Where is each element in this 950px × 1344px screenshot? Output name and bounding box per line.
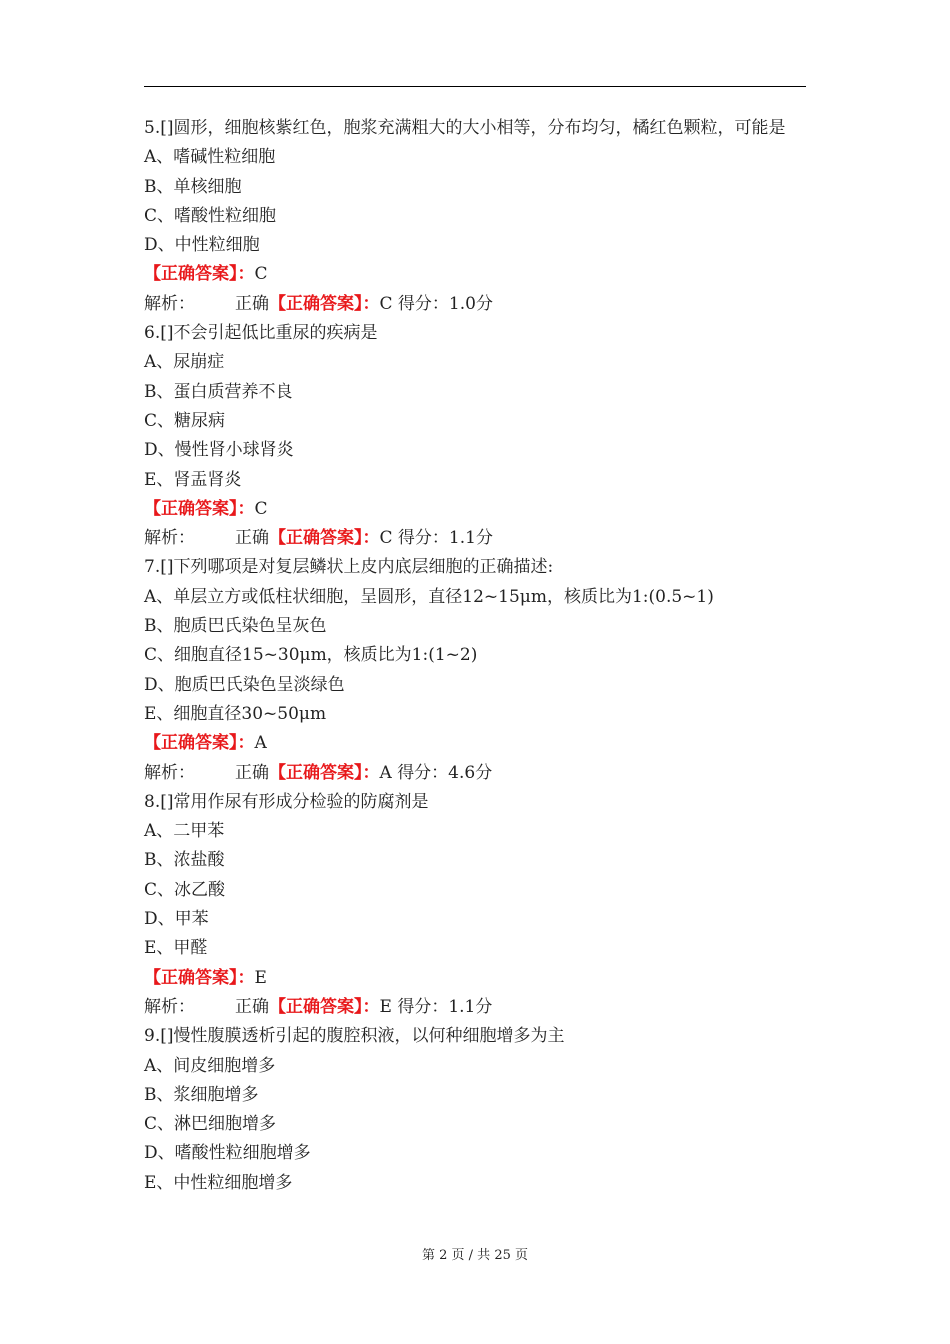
- option-b: B、浓盐酸: [144, 850, 225, 871]
- option-a: A、单层立方或低柱状细胞，呈圆形，直径12~15μm，核质比为1:(0.5~1): [144, 586, 714, 607]
- option-e: E、甲醛: [144, 938, 208, 959]
- analysis-status: 正确: [235, 293, 269, 314]
- analysis-line: [144, 993, 808, 1022]
- question-block: [144, 788, 808, 1022]
- analysis-answer-label: 【正确答案】：: [269, 762, 380, 783]
- analysis-score: 得分：1.1分: [397, 996, 493, 1017]
- analysis-prefix: 解析：: [144, 293, 195, 314]
- analysis-prefix: 解析：: [144, 762, 195, 783]
- analysis-answer: E: [379, 996, 392, 1017]
- answer-label: 【正确答案】：: [144, 498, 255, 519]
- question-block: [144, 114, 808, 319]
- option-e: E、中性粒细胞增多: [144, 1172, 293, 1193]
- analysis-status: 正确: [235, 762, 269, 783]
- analysis-score: 得分：1.0分: [397, 293, 493, 314]
- option-c: C、细胞直径15~30μm，核质比为1:(1~2): [144, 645, 478, 666]
- analysis-status: 正确: [235, 528, 269, 549]
- option-a: A、嗜碱性粒细胞: [144, 147, 276, 168]
- question-block: [144, 553, 808, 787]
- answer-label: 【正确答案】：: [144, 733, 255, 754]
- question-block: [144, 1022, 808, 1198]
- analysis-line: [144, 524, 808, 553]
- question-text: 9.[]慢性腹膜透析引起的腹腔积液，以何种细胞增多为主: [144, 1026, 565, 1047]
- analysis-answer-label: 【正确答案】：: [269, 996, 380, 1017]
- analysis-line: [144, 290, 808, 319]
- option-b: B、浆细胞增多: [144, 1084, 259, 1105]
- option-d: D、胞质巴氏染色呈淡绿色: [144, 674, 345, 695]
- option-a: A、尿崩症: [144, 352, 225, 373]
- correct-answer-line: [144, 964, 808, 993]
- page-footer: 第 2 页 / 共 25 页: [422, 1248, 528, 1263]
- correct-answer-line: [144, 729, 808, 758]
- analysis-score: 得分：4.6分: [397, 762, 493, 783]
- correct-answer-line: [144, 495, 808, 524]
- option-b: B、胞质巴氏染色呈灰色: [144, 616, 327, 637]
- option-a: A、间皮细胞增多: [144, 1055, 276, 1076]
- question-text: 6.[]不会引起低比重尿的疾病是: [144, 323, 378, 344]
- option-a: A、二甲苯: [144, 821, 225, 842]
- question-text: 7.[]下列哪项是对复层鳞状上皮内底层细胞的正确描述:: [144, 557, 554, 578]
- question-text: 8.[]常用作尿有形成分检验的防腐剂是: [144, 791, 429, 812]
- analysis-score: 得分：1.1分: [397, 528, 493, 549]
- answer-value: E: [254, 967, 267, 988]
- analysis-status: 正确: [235, 996, 269, 1017]
- option-b: B、蛋白质营养不良: [144, 381, 293, 402]
- option-c: C、冰乙酸: [144, 879, 226, 900]
- analysis-prefix: 解析：: [144, 528, 195, 549]
- answer-label: 【正确答案】：: [144, 264, 255, 285]
- option-d: D、中性粒细胞: [144, 235, 260, 256]
- answer-label: 【正确答案】：: [144, 967, 255, 988]
- option-d: D、慢性肾小球肾炎: [144, 440, 294, 461]
- question-text: 5.[]圆形，细胞核紫红色，胞浆充满粗大的大小相等，分布均匀，橘红色颗粒，可能是: [144, 118, 786, 138]
- option-d: D、甲苯: [144, 909, 209, 930]
- analysis-answer-label: 【正确答案】：: [269, 293, 380, 314]
- answer-value: C: [254, 264, 268, 285]
- analysis-answer: C: [379, 293, 393, 314]
- option-e: E、肾盂肾炎: [144, 469, 242, 490]
- option-c: C、淋巴细胞增多: [144, 1114, 277, 1135]
- header-rule: [144, 86, 806, 87]
- answer-value: C: [254, 498, 268, 519]
- document-body: [144, 114, 808, 1198]
- answer-value: A: [254, 733, 267, 754]
- question-block: [144, 319, 808, 553]
- option-e: E、细胞直径30~50μm: [144, 703, 327, 724]
- option-c: C、嗜酸性粒细胞: [144, 205, 277, 226]
- option-c: C、糖尿病: [144, 410, 226, 431]
- analysis-answer: A: [379, 762, 392, 783]
- option-b: B、单核细胞: [144, 176, 242, 197]
- analysis-answer-label: 【正确答案】：: [269, 528, 380, 549]
- analysis-prefix: 解析：: [144, 996, 195, 1017]
- analysis-answer: C: [379, 528, 393, 549]
- correct-answer-line: [144, 260, 808, 289]
- option-d: D、嗜酸性粒细胞增多: [144, 1143, 311, 1164]
- analysis-line: [144, 759, 808, 788]
